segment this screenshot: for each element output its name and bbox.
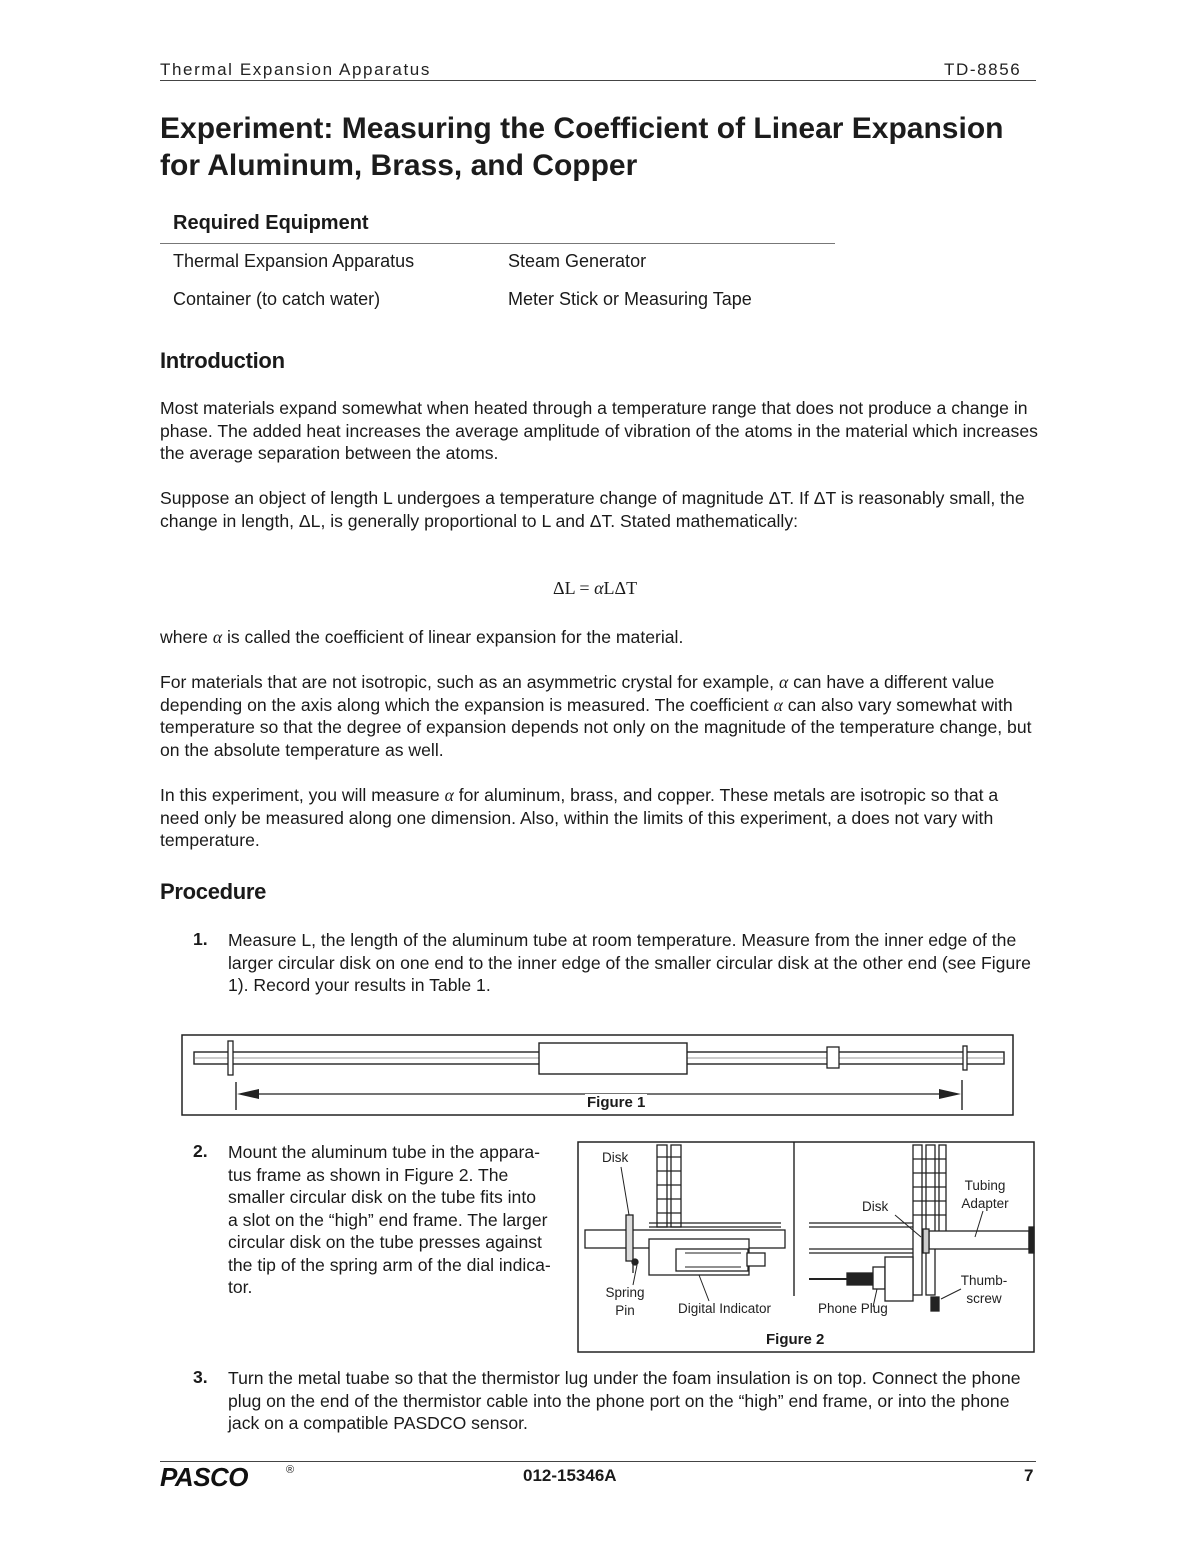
title-line-2: for Aluminum, Brass, and Copper [160,149,638,182]
intro-paragraph-3 [160,626,1040,649]
label-adapter: Adapter [961,1196,1009,1211]
step-3-text: Turn the metal tuabe so that the thermistor lug under the foam insulation is on top. Connect the phone plug on the end of the thermistor cable into the phone port on the “high” end frame, or into the phone jack on a compatible PASDCO sensor. [228,1368,1021,1433]
intro-paragraph-5 [160,784,1040,852]
equipment-item: Thermal Expansion Apparatus [173,251,415,271]
label-spring: Spring [605,1285,645,1300]
equipment-rule [160,243,835,244]
step-2-line: tor. [228,1277,253,1297]
label-screw: screw [966,1291,1002,1306]
pasco-logo: PASCO [160,1462,249,1492]
text-run: In this experiment, you will measure [160,785,445,805]
text-run: is called the coefficient of linear expansion for the material. [222,627,684,647]
equipment-item: Meter Stick or Measuring Tape [508,289,752,309]
figure-2-caption: Figure 2 [766,1331,825,1348]
text-run: where [160,627,213,647]
equipment-item: Container (to catch water) [173,289,381,309]
formula-left: ΔL = [553,578,595,598]
page-title [160,110,1060,184]
intro-paragraph-1: Most materials expand somewhat when heated through a temperature range that does not produce a change in phase. The added heat increases the average amplitude of vibration of the atoms in the material which increases the average separation between the atoms. [160,398,1038,463]
step-1-number: 1. [193,929,208,949]
registered-mark: ® [286,1464,295,1476]
introduction-heading: Introduction [160,348,285,373]
label-disk-right: Disk [862,1199,889,1214]
label-thumb: Thumb- [960,1273,1008,1288]
running-header-doc-id: TD-8856 [944,60,1022,79]
alpha-symbol: α [778,672,789,692]
step-3-number: 3. [193,1367,208,1387]
label-spring-pin [598,1284,652,1320]
figure-1-caption: Figure 1 [587,1094,646,1111]
alpha-symbol: α [444,785,454,805]
text-run: can also vary somewhat with temperature so that the degree of expansion depends not only on the magnitude of the temperature change, but on the absolute temperature as well. [160,694,1032,760]
text-run: for aluminum, brass, and copper. These metals are isotropic so that a need only be measured along one dimension. Also, within the limits of this experiment, a does not vary with temperature. [160,785,999,850]
step-2-line: smaller circular disk on the tube fits into [228,1187,537,1207]
step-2-line: a slot on the “high” end frame. The larger [228,1209,548,1230]
label-thumb-screw [955,1272,1013,1308]
step-2-text [228,1141,573,1299]
equipment-item: Steam Generator [508,251,647,271]
step-2-line: Mount the aluminum tube in the appara- [228,1142,540,1162]
step-2-number: 2. [193,1141,208,1161]
equipment-heading: Required Equipment [173,212,369,234]
formula-right: LΔT [603,578,638,598]
text-run: For materials that are not isotropic, such as an asymmetric crystal for example, [160,672,779,692]
alpha-symbol: α [773,694,783,715]
footer-doc-number: 012-15346A [523,1466,617,1485]
procedure-heading: Procedure [160,879,267,904]
alpha-symbol: α [212,627,223,647]
page-number: 7 [1024,1466,1034,1485]
step-2-line: the tip of the spring arm of the dial indica- [228,1254,551,1275]
label-digital-indicator: Digital Indicator [678,1301,772,1316]
label-phone-plug: Phone Plug [818,1301,888,1316]
intro-paragraph-2: Suppose an object of length L undergoes a temperature change of magnitude ΔT. If ΔT is reasonably small, the change in length, ΔL, is generally proportional to L and ΔT. Stated mathematically: [160,488,1025,531]
title-line-1: Experiment: Measuring the Coefficient of Linear Expansion [160,112,1004,145]
intro-paragraph-4 [160,671,1040,761]
label-tubing: Tubing [964,1178,1006,1193]
label-pin: Pin [615,1303,635,1318]
footer-rule [160,1461,1036,1462]
expansion-formula [553,578,637,599]
formula-alpha: α [594,578,604,598]
step-2-line: circular disk on the tube presses against [228,1232,542,1252]
label-tubing-adapter [955,1177,1015,1213]
text-run: can have a different value depending on the axis along which the expansion is measured. The coefficient [160,672,995,715]
figure-2-apparatus-diagram [577,1141,1036,1353]
step-2-line: tus frame as shown in Figure 2. The [228,1164,509,1185]
header-rule [160,80,1036,81]
running-header-title: Thermal Expansion Apparatus [160,60,431,79]
label-disk-left: Disk [602,1150,629,1165]
step-1-text: Measure L, the length of the aluminum tube at room temperature. Measure from the inner edge of the larger circular disk on one end to the inner edge of the smaller circular disk at the other end (see Figure 1). Record your results in Table 1. [228,930,1031,995]
